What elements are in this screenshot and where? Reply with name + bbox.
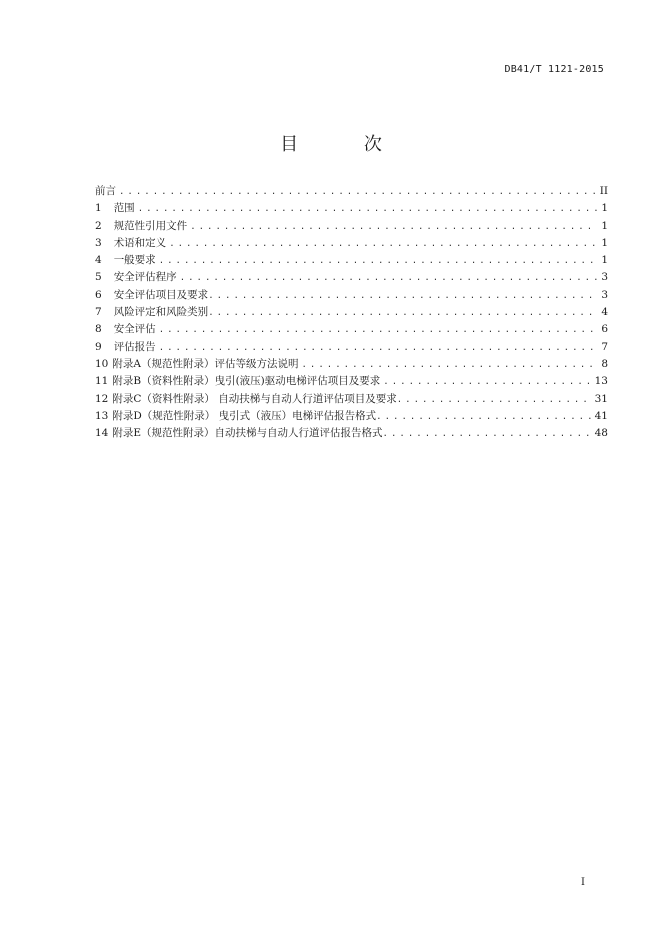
toc-item-page: 31	[594, 392, 608, 405]
toc-item-number: 8	[95, 323, 102, 336]
toc-item[interactable]	[95, 304, 608, 321]
toc-item[interactable]	[95, 200, 608, 217]
toc-item-label: 附录B（资料性附录）曳引(液压)驱动电梯评估项目及要求	[112, 375, 381, 388]
toc-item-number: 5	[95, 271, 102, 284]
toc-item-label: 范围	[113, 202, 135, 215]
toc-dot-leader	[190, 219, 597, 236]
toc-dot-leader	[208, 288, 597, 305]
toc-item-number: 13	[95, 409, 109, 422]
toc-dot-leader	[208, 305, 597, 322]
toc-item-page: 7	[601, 340, 608, 353]
toc-list	[95, 183, 608, 442]
toc-dot-leader	[159, 322, 597, 339]
toc-item[interactable]	[95, 391, 608, 408]
toc-item-page: 4	[601, 306, 608, 319]
toc-item-label: 风险评定和风险类别	[113, 306, 209, 319]
toc-item[interactable]	[95, 287, 608, 304]
toc-item-page: 1	[601, 219, 608, 232]
toc-item-page: 1	[601, 236, 608, 249]
toc-dot-leader	[397, 392, 592, 409]
toc-title: 目 次	[280, 134, 412, 155]
toc-dot-leader	[159, 340, 597, 357]
toc-item[interactable]	[95, 218, 608, 235]
page-number: I	[581, 877, 585, 888]
toc-item-label: 评估报告	[113, 340, 156, 353]
toc-item-label: 附录A（规范性附录）评估等级方法说明	[112, 357, 299, 370]
toc-item-number: 12	[95, 392, 109, 405]
toc-item[interactable]	[95, 183, 608, 200]
toc-dot-leader	[383, 426, 592, 443]
toc-item-page: 13	[594, 375, 608, 388]
toc-item-page: 3	[601, 271, 608, 284]
toc-item-number: 11	[95, 375, 109, 388]
toc-item-page: 41	[594, 409, 608, 422]
toc-item-label: 附录D（规范性附录） 曳引式（液压）电梯评估报告格式	[112, 409, 377, 422]
toc-item-number: 10	[95, 357, 109, 370]
toc-item[interactable]	[95, 252, 608, 269]
toc-dot-leader	[169, 236, 597, 253]
toc-item-page: 48	[594, 427, 608, 440]
toc-item-label: 安全评估程序	[113, 271, 177, 284]
toc-item-number: 4	[95, 254, 102, 267]
toc-item-number: 6	[95, 288, 102, 301]
toc-item-label: 一般要求	[113, 254, 156, 267]
toc-item-page: 8	[601, 357, 608, 370]
toc-item-label: 安全评估项目及要求	[113, 288, 209, 301]
toc-item-label: 规范性引用文件	[113, 219, 188, 232]
toc-item-label: 附录C（资料性附录） 自动扶梯与自动人行道评估项目及要求	[112, 392, 397, 405]
toc-item[interactable]	[95, 269, 608, 286]
toc-item[interactable]	[95, 321, 608, 338]
toc-item-number: 7	[95, 306, 102, 319]
toc-item[interactable]	[95, 425, 608, 442]
toc-dot-leader	[383, 374, 591, 391]
toc-dot-leader	[376, 409, 591, 426]
toc-item[interactable]	[95, 339, 608, 356]
toc-item-number: 1	[95, 202, 102, 215]
toc-item-number: 2	[95, 219, 102, 232]
toc-dot-leader	[180, 270, 597, 287]
toc-item-number: 9	[95, 340, 102, 353]
document-code: DB41/T 1121-2015	[504, 64, 604, 75]
toc-dot-leader	[301, 357, 597, 374]
toc-item[interactable]	[95, 356, 608, 373]
toc-item-number: 3	[95, 236, 102, 249]
toc-item[interactable]	[95, 408, 608, 425]
toc-item-label: 安全评估	[113, 323, 156, 336]
toc-item-page: 1	[601, 202, 608, 215]
toc-item-page: 1	[601, 254, 608, 267]
toc-item-label: 前言	[95, 185, 116, 197]
toc-item-number: 14	[95, 427, 109, 440]
toc-item-label: 附录E（规范性附录）自动扶梯与自动人行道评估报告格式	[112, 427, 383, 440]
toc-item-label: 术语和定义	[113, 236, 167, 249]
toc-item[interactable]	[95, 373, 608, 390]
toc-item-page: 6	[601, 323, 608, 336]
toc-item-page: 3	[601, 288, 608, 301]
toc-dot-leader	[159, 253, 597, 270]
toc-dot-leader	[119, 184, 597, 201]
toc-item[interactable]	[95, 235, 608, 252]
toc-item-page: II	[599, 185, 608, 197]
toc-dot-leader	[138, 201, 597, 218]
